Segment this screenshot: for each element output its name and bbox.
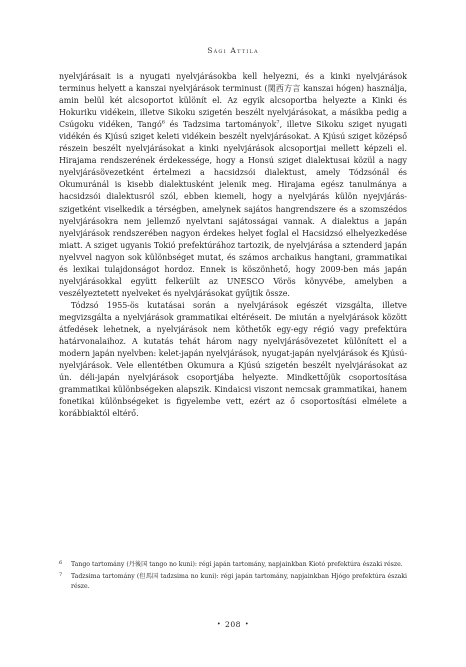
footnote-ref: 7: [276, 119, 280, 126]
bullet-icon: •: [216, 621, 221, 628]
footnote-ref: 6: [161, 119, 165, 126]
footnotes: [59, 560, 407, 594]
footnote-text: Tadzsima tartomány (但馬国 tadzsima no kuni): régi japán tartomány, napjainkban Hjógo prefektúra északi része.: [71, 573, 407, 590]
footnote-text: Tango tartomány (丹後国 tango no kuni): régi japán tartomány, napjainkban Kiotó prefektúra északi része.: [71, 561, 403, 568]
text-run: , illetve Sikoku sziget nyugati vidékén és Kjúsú sziget keleti vidékein beszélt nyelvjárásokat. A Kjúsú sziget középső részein beszélt nyelvjárásokat a kinki nyelvjárások alcsoportjai mellett képzeli el. Hirajama rendszerének érdekessége, hogy a Honsú sziget dialektusai közül a nagy nyelvjárásövezetként értelmezi a hacsidzsói dialektust, amely Tódzsónál és Okumuránál is kisebb dialektusként jelenik meg. Hirajama egész tanulmánya a hacsidzsói dialektusról szól, ebben kiemeli, hogy a nyelvjárás külön nyejvjárás-szigetként viselkedik a térségben, amelynek sajátos hangrendszere és a szomszédos nyelvjárásokra nem jellemző nyelvtani sajátosságai vannak. A dialektus a japán nyelvjárások rendszerében nagyon érdekes helyet foglal el Hacsidzsó elhelyezkedése miatt. A sziget ugyanis Tokió prefektúrához tartozik, de nyelvjárása a sztenderd japán nyelvvel nagyon sok különbséget mutat, és számos archaikus hangtani, grammatikai és lexikai tulajdonságot hordoz. Ennek is köszönhető, hogy 2009-ben más japán nyelvjárásokkal együtt felkerült az UNESCO Vörös könyvébe, amelyben a veszélyeztetett nyelveket és nyelvjárásokat gyűjtik össze.: [59, 120, 407, 298]
footnote-number: 6: [59, 560, 63, 566]
body-text: [59, 71, 407, 420]
footnote: [59, 572, 407, 591]
body-paragraph: [59, 300, 407, 420]
body-paragraph: [59, 71, 407, 300]
bullet-icon: •: [245, 621, 250, 628]
page-number: [0, 620, 466, 629]
footnote: [59, 560, 407, 569]
text-run: Tódzsó 1955-ös kutatásai során a nyelvjárások egészét vizsgálta, illetve megvizsgálta a nyelvjárások grammatikai eltéréseit. De miután a nyelvjárások között átfedések lehetnek, a nyelvjárások nem köthetők egy-egy régió vagy prefektúra határvonalaihoz. A kutatás tehát három nagy nyelvjárásövezetet különített el a modern japán nyelvben: kelet-japán nyelvjárások, nyugat-japán nyelvjárások és Kjúsú-nyelvjárások. Vele ellentétben Okumura a Kjúsú szigetén beszélt nyelvjárásokat az ún. déli-japán nyelvjárások csoportjába helyezte. Mindkettőjük csoportosítása grammatikai különbségeken alapszik. Kindaicsi viszont nemcsak grammatikai, hanem fonetikai különbségeket is figyelembe vett, ezért az ő csoportosítási elmélete a korábbiaktól eltérő.: [59, 300, 407, 419]
footnote-number: 7: [59, 572, 63, 579]
page-number-value: 208: [225, 620, 241, 629]
running-head: Sági Attila: [207, 46, 259, 55]
text-run: nyelvjárásait is a nyugati nyelvjárásokba kell helyezni, és a kinki nyelvjárások terminus helyett a kanszai nyelvjárások terminust (関西方言 kanszai hógen) használja, amin belül két alcsoportot különít el. Az egyik alcsoportba helyezte a Kinki és Hokuriku vidékein, illetve Sikoku szigetén beszélt nyelvjárásokat, a másikba pedig a Csúgoku vidéken, Tangó: [59, 72, 407, 130]
text-run: és Tadzsima tartományok: [164, 120, 277, 130]
